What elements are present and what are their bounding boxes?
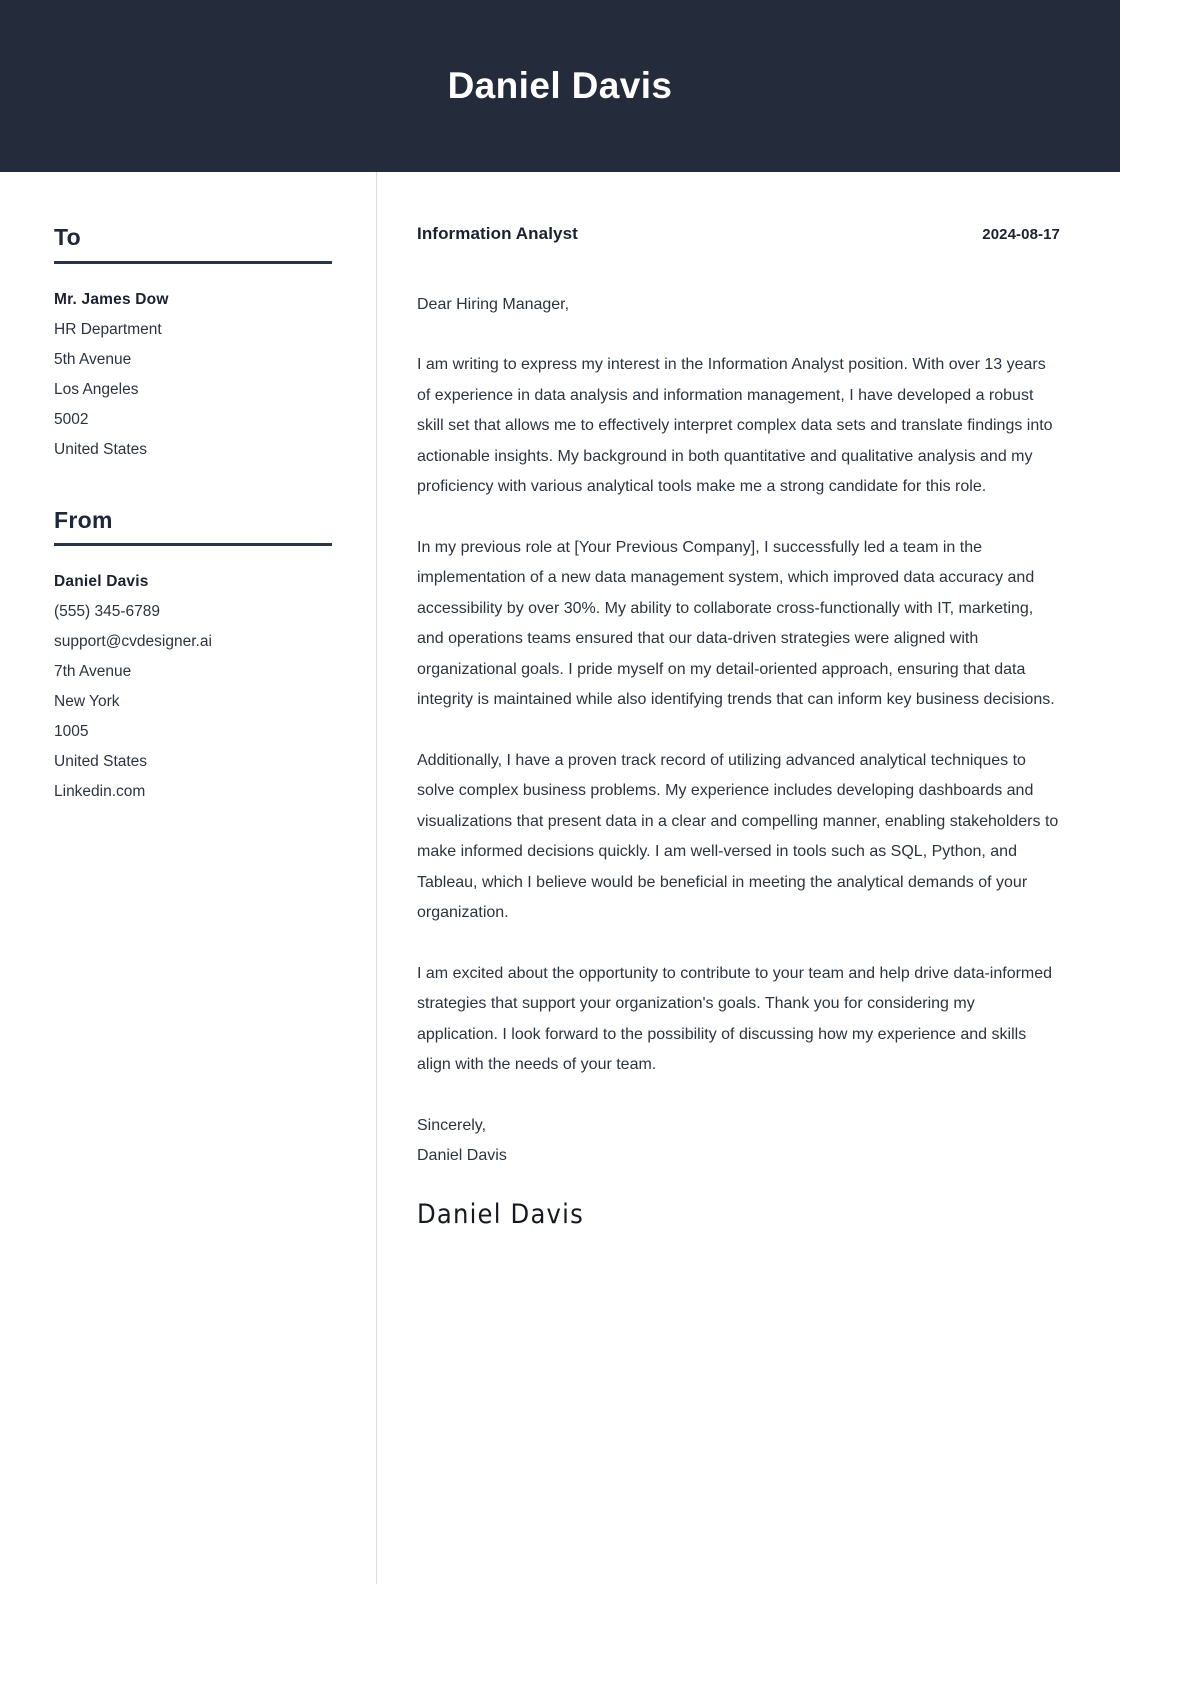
letter-paragraph-1: I am writing to express my interest in the Information Analyst position. With over 13 years of experience in data analysis and information management, I have developed a robust skill set that allows me to effectively interpret complex data sets and translate findings into actionable insights. My background in both quantitative and qualitative analysis and my proficiency with various analytical tools make me a strong candidate for this role. xyxy=(417,356,1053,495)
header-band xyxy=(0,0,1120,172)
closing-word: Sincerely, xyxy=(417,1116,487,1134)
from-section xyxy=(54,507,332,808)
job-title: Information Analyst xyxy=(417,224,578,243)
letter-topline xyxy=(417,224,1060,244)
letter-paragraph-3: Additionally, I have a proven track record of utilizing advanced analytical techniques to solve complex business problems. My experience includes developing dashboards and visualizations that present data in a clear and compelling manner, enabling stakeholders to make informed decisions quickly. I am well-versed in tools such as SQL, Python, and Tableau, which I believe would be beneficial in meeting the analytical demands of your organization. xyxy=(417,751,1059,921)
letter-body xyxy=(0,172,1120,1584)
closing-name: Daniel Davis xyxy=(417,1146,507,1164)
sidebar xyxy=(0,172,377,1584)
from-postal-code: 1005 xyxy=(54,723,89,741)
from-linkedin[interactable]: Linkedin.com xyxy=(54,783,146,801)
from-country: United States xyxy=(54,753,148,771)
to-section xyxy=(54,224,332,465)
to-country: United States xyxy=(54,440,148,458)
letter-date: 2024-08-17 xyxy=(982,226,1060,243)
to-postal-code: 5002 xyxy=(54,410,89,428)
from-sender-name: Daniel Davis xyxy=(54,573,149,591)
to-heading: To xyxy=(54,224,81,250)
to-divider xyxy=(54,261,332,264)
from-heading: From xyxy=(54,506,113,533)
page-title: Daniel Davis xyxy=(447,64,673,106)
from-phone: (555) 345-6789 xyxy=(54,603,160,621)
salutation: Dear Hiring Manager, xyxy=(417,296,570,313)
from-city: New York xyxy=(54,693,120,711)
to-recipient-name: Mr. James Dow xyxy=(54,290,169,308)
signature: Daniel Davis xyxy=(417,1198,584,1230)
from-street: 7th Avenue xyxy=(54,663,132,681)
letter-paragraph-2: In my previous role at [Your Previous Company], I successfully led a team in the implementation of a new data management system, which improved data accuracy and accessibility by over 30%. My ability to collaborate cross-functionally with IT, marketing, and operations teams ensured that our data-driven strategies were aligned with organizational goals. I pride myself on my detail-oriented approach, ensuring that data integrity is maintained while also identifying trends that can inform key business decisions. xyxy=(417,538,1055,708)
letter-paragraph-4: I am excited about the opportunity to contribute to your team and help drive data-informed strategies that support your organization's goals. Thank you for considering my application. I look forward to the possibility of discussing how my experience and skills align with the needs of your team. xyxy=(417,964,1053,1073)
to-city: Los Angeles xyxy=(54,380,139,398)
to-department: HR Department xyxy=(54,320,162,338)
from-divider xyxy=(54,543,332,546)
letter-content xyxy=(377,172,1120,1584)
to-street: 5th Avenue xyxy=(54,350,132,368)
closing-block xyxy=(417,1111,1060,1171)
from-email[interactable]: support@cvdesigner.ai xyxy=(54,633,212,651)
